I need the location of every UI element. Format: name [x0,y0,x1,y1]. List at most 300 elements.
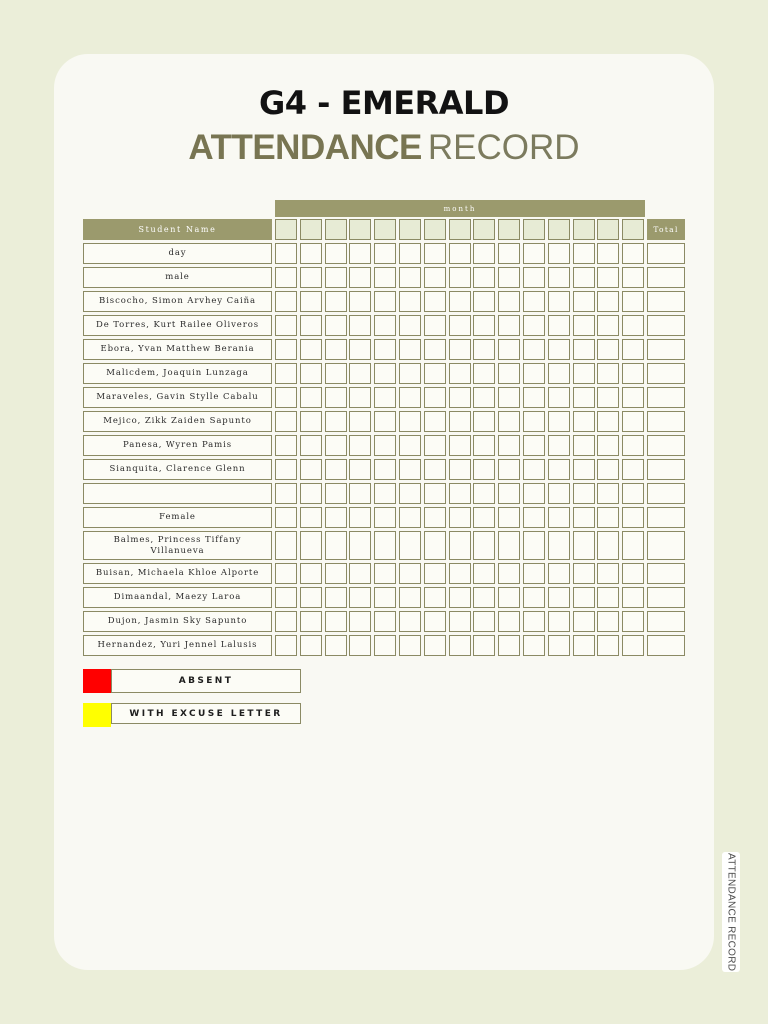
attendance-cell[interactable] [473,411,495,432]
attendance-cell[interactable] [548,363,570,384]
attendance-cell[interactable] [424,483,446,504]
attendance-cell[interactable] [523,635,545,656]
attendance-cell[interactable] [424,587,446,608]
attendance-cell[interactable] [622,363,644,384]
attendance-cell[interactable] [622,315,644,336]
attendance-cell[interactable] [374,611,396,632]
total-cell[interactable] [647,563,685,584]
attendance-cell[interactable] [597,563,619,584]
student-name-cell: Ebora, Yvan Matthew Berania [83,339,272,360]
attendance-cell[interactable] [374,243,396,264]
attendance-cell[interactable] [523,483,545,504]
attendance-cell[interactable] [300,459,322,480]
attendance-cell[interactable] [300,267,322,288]
attendance-cell[interactable] [300,563,322,584]
attendance-cell[interactable] [275,339,297,360]
student-name-cell: Biscocho, Simon Arvhey Caiña [83,291,272,312]
attendance-cell[interactable] [399,291,421,312]
attendance-cell[interactable] [325,411,347,432]
attendance-cell[interactable] [622,267,644,288]
attendance-cell[interactable] [300,315,322,336]
attendance-cell[interactable] [548,411,570,432]
attendance-cell[interactable] [424,363,446,384]
attendance-cell[interactable] [349,363,371,384]
student-name-cell [83,483,272,504]
attendance-cell[interactable] [498,387,520,408]
attendance-cell[interactable] [573,483,595,504]
attendance-cell[interactable] [449,483,471,504]
attendance-cell[interactable] [473,243,495,264]
attendance-cell[interactable] [498,611,520,632]
day-header-cell [498,219,520,240]
attendance-cell[interactable] [349,563,371,584]
attendance-cell[interactable] [325,507,347,528]
side-tab [722,852,740,972]
day-header-cell [622,219,644,240]
attendance-cell[interactable] [349,315,371,336]
attendance-cell[interactable] [548,507,570,528]
attendance-cell[interactable] [622,611,644,632]
attendance-cell[interactable] [275,243,297,264]
attendance-cell[interactable] [374,635,396,656]
attendance-cell[interactable] [498,635,520,656]
attendance-cell[interactable] [275,435,297,456]
attendance-cell[interactable] [300,411,322,432]
attendance-cell[interactable] [597,507,619,528]
attendance-cell[interactable] [573,507,595,528]
attendance-cell[interactable] [548,387,570,408]
attendance-cell[interactable] [523,387,545,408]
attendance-cell[interactable] [449,387,471,408]
attendance-cell[interactable] [473,267,495,288]
attendance-cell[interactable] [473,339,495,360]
attendance-cell[interactable] [399,363,421,384]
attendance-cell[interactable] [374,315,396,336]
attendance-cell[interactable] [573,267,595,288]
attendance-cell[interactable] [399,267,421,288]
attendance-cell[interactable] [325,635,347,656]
attendance-cell[interactable] [573,315,595,336]
attendance-cell[interactable] [498,315,520,336]
total-cell[interactable] [647,411,685,432]
attendance-cell[interactable] [498,291,520,312]
attendance-cell[interactable] [374,387,396,408]
attendance-cell[interactable] [597,483,619,504]
attendance-cell[interactable] [523,563,545,584]
attendance-cell[interactable] [548,243,570,264]
attendance-cell[interactable] [597,387,619,408]
attendance-cell[interactable] [573,243,595,264]
attendance-cell[interactable] [300,587,322,608]
total-cell[interactable] [647,315,685,336]
attendance-cell[interactable] [523,267,545,288]
student-name-cell: Dujon, Jasmin Sky Sapunto [83,611,272,632]
attendance-cell[interactable] [399,339,421,360]
attendance-cell[interactable] [424,635,446,656]
attendance-cell[interactable] [498,411,520,432]
attendance-cell[interactable] [622,459,644,480]
attendance-cell[interactable] [349,587,371,608]
attendance-cell[interactable] [399,243,421,264]
attendance-cell[interactable] [374,291,396,312]
attendance-cell[interactable] [374,507,396,528]
attendance-cell[interactable] [548,483,570,504]
attendance-cell[interactable] [573,411,595,432]
attendance-cell[interactable] [325,363,347,384]
attendance-cell[interactable] [449,315,471,336]
attendance-cell[interactable] [349,507,371,528]
subtitle-strong: ATTENDANCE [188,128,422,167]
attendance-cell[interactable] [449,339,471,360]
attendance-cell[interactable] [300,483,322,504]
attendance-cell[interactable] [374,483,396,504]
attendance-cell[interactable] [325,459,347,480]
attendance-cell[interactable] [349,611,371,632]
total-cell[interactable] [647,459,685,480]
attendance-cell[interactable] [449,459,471,480]
total-cell[interactable] [647,435,685,456]
total-cell[interactable] [647,483,685,504]
attendance-cell[interactable] [399,611,421,632]
attendance-cell[interactable] [399,531,421,560]
attendance-cell[interactable] [399,315,421,336]
attendance-cell[interactable] [573,435,595,456]
attendance-cell[interactable] [548,267,570,288]
total-cell[interactable] [647,363,685,384]
day-header-cell [374,219,396,240]
attendance-cell[interactable] [424,387,446,408]
attendance-cell[interactable] [523,435,545,456]
attendance-cell[interactable] [300,435,322,456]
attendance-cell[interactable] [399,411,421,432]
attendance-cell[interactable] [325,267,347,288]
subtitle-light: RECORD [427,128,580,167]
attendance-cell[interactable] [473,459,495,480]
attendance-cell[interactable] [473,363,495,384]
attendance-cell[interactable] [275,635,297,656]
attendance-cell[interactable] [424,563,446,584]
attendance-cell[interactable] [399,587,421,608]
attendance-cell[interactable] [399,507,421,528]
attendance-cell[interactable] [449,411,471,432]
attendance-cell[interactable] [424,435,446,456]
attendance-cell[interactable] [622,563,644,584]
total-cell[interactable] [647,267,685,288]
attendance-cell[interactable] [349,411,371,432]
attendance-cell[interactable] [548,291,570,312]
attendance-cell[interactable] [300,363,322,384]
attendance-cell[interactable] [523,363,545,384]
attendance-cell[interactable] [548,459,570,480]
attendance-cell[interactable] [498,587,520,608]
attendance-cell[interactable] [424,507,446,528]
attendance-cell[interactable] [349,387,371,408]
attendance-cell[interactable] [424,411,446,432]
attendance-cell[interactable] [597,339,619,360]
attendance-cell[interactable] [275,483,297,504]
attendance-cell[interactable] [523,507,545,528]
attendance-cell[interactable] [374,435,396,456]
attendance-cell[interactable] [597,611,619,632]
attendance-cell[interactable] [424,339,446,360]
day-header-cell [424,219,446,240]
attendance-cell[interactable] [523,587,545,608]
attendance-cell[interactable] [597,267,619,288]
attendance-cell[interactable] [349,267,371,288]
student-name-cell: Buisan, Michaela Khloe Alporte [83,563,272,584]
attendance-cell[interactable] [275,363,297,384]
attendance-cell[interactable] [498,267,520,288]
attendance-cell[interactable] [597,411,619,432]
attendance-cell[interactable] [473,291,495,312]
attendance-cell[interactable] [473,507,495,528]
attendance-cell[interactable] [325,611,347,632]
attendance-cell[interactable] [399,563,421,584]
attendance-cell[interactable] [473,315,495,336]
attendance-cell[interactable] [523,291,545,312]
attendance-cell[interactable] [597,243,619,264]
attendance-cell[interactable] [597,635,619,656]
day-header-cell [548,219,570,240]
attendance-cell[interactable] [300,611,322,632]
attendance-cell[interactable] [374,531,396,560]
attendance-cell[interactable] [399,635,421,656]
attendance-cell[interactable] [498,435,520,456]
attendance-cell[interactable] [349,635,371,656]
attendance-cell[interactable] [573,387,595,408]
attendance-cell[interactable] [597,459,619,480]
student-name-cell: Sianquita, Clarence Glenn [83,459,272,480]
attendance-cell[interactable] [399,459,421,480]
day-header-cell [523,219,545,240]
attendance-cell[interactable] [325,339,347,360]
attendance-cell[interactable] [473,435,495,456]
total-cell[interactable] [647,531,685,560]
attendance-cell[interactable] [523,315,545,336]
attendance-cell[interactable] [349,531,371,560]
day-header-cell [597,219,619,240]
attendance-cell[interactable] [573,459,595,480]
student-name-cell: Maraveles, Gavin Stylle Cabalu [83,387,272,408]
attendance-cell[interactable] [275,267,297,288]
attendance-cell[interactable] [473,387,495,408]
attendance-cell[interactable] [325,531,347,560]
attendance-cell[interactable] [449,267,471,288]
attendance-cell[interactable] [622,339,644,360]
attendance-cell[interactable] [275,563,297,584]
total-cell[interactable] [647,291,685,312]
total-cell[interactable] [647,635,685,656]
attendance-cell[interactable] [424,531,446,560]
attendance-cell[interactable] [498,483,520,504]
attendance-cell[interactable] [399,435,421,456]
attendance-cell[interactable] [349,483,371,504]
day-header-cell [349,219,371,240]
attendance-cell[interactable] [349,435,371,456]
attendance-cell[interactable] [622,635,644,656]
absent-swatch [83,669,111,693]
attendance-cell[interactable] [374,339,396,360]
attendance-cell[interactable] [325,387,347,408]
attendance-cell[interactable] [349,291,371,312]
attendance-cell[interactable] [548,563,570,584]
student-name-cell: day [83,243,272,264]
student-name-cell: Dimaandal, Maezy Laroa [83,587,272,608]
attendance-cell[interactable] [473,563,495,584]
attendance-cell[interactable] [349,459,371,480]
attendance-cell[interactable] [523,243,545,264]
attendance-cell[interactable] [573,563,595,584]
total-cell[interactable] [647,339,685,360]
attendance-cell[interactable] [597,315,619,336]
attendance-cell[interactable] [449,587,471,608]
attendance-cell[interactable] [473,611,495,632]
attendance-cell[interactable] [325,243,347,264]
attendance-cell[interactable] [325,563,347,584]
attendance-cell[interactable] [597,531,619,560]
attendance-cell[interactable] [573,611,595,632]
attendance-cell[interactable] [449,611,471,632]
total-header: Total [647,219,685,240]
attendance-cell[interactable] [275,315,297,336]
attendance-cell[interactable] [622,291,644,312]
attendance-cell[interactable] [548,339,570,360]
attendance-cell[interactable] [449,435,471,456]
attendance-cell[interactable] [374,267,396,288]
attendance-cell[interactable] [573,635,595,656]
attendance-cell[interactable] [622,507,644,528]
attendance-cell[interactable] [573,339,595,360]
attendance-cell[interactable] [399,387,421,408]
attendance-cell[interactable] [548,315,570,336]
attendance-cell[interactable] [498,339,520,360]
total-cell[interactable] [647,243,685,264]
attendance-cell[interactable] [449,507,471,528]
attendance-cell[interactable] [622,483,644,504]
attendance-cell[interactable] [548,635,570,656]
total-cell[interactable] [647,587,685,608]
attendance-cell[interactable] [275,611,297,632]
attendance-cell[interactable] [374,411,396,432]
attendance-cell[interactable] [374,587,396,608]
attendance-cell[interactable] [473,587,495,608]
attendance-cell[interactable] [349,243,371,264]
attendance-cell[interactable] [374,459,396,480]
attendance-cell[interactable] [300,243,322,264]
attendance-cell[interactable] [498,459,520,480]
attendance-cell[interactable] [300,507,322,528]
attendance-cell[interactable] [449,531,471,560]
attendance-cell[interactable] [275,411,297,432]
attendance-cell[interactable] [275,291,297,312]
attendance-cell[interactable] [275,507,297,528]
student-name-cell: Mejico, Zikk Zaiden Sapunto [83,411,272,432]
attendance-cell[interactable] [498,531,520,560]
attendance-cell[interactable] [622,435,644,456]
attendance-cell[interactable] [449,563,471,584]
total-cell[interactable] [647,507,685,528]
attendance-cell[interactable] [548,587,570,608]
attendance-cell[interactable] [449,291,471,312]
attendance-cell[interactable] [275,387,297,408]
month-header: month [275,200,645,217]
attendance-cell[interactable] [449,635,471,656]
total-cell[interactable] [647,611,685,632]
attendance-cell[interactable] [325,291,347,312]
attendance-cell[interactable] [275,587,297,608]
attendance-cell[interactable] [473,483,495,504]
student-name-cell: Female [83,507,272,528]
attendance-cell[interactable] [573,291,595,312]
attendance-cell[interactable] [325,483,347,504]
day-header-cell [300,219,322,240]
attendance-cell[interactable] [424,243,446,264]
attendance-cell[interactable] [622,243,644,264]
attendance-cell[interactable] [449,243,471,264]
attendance-cell[interactable] [300,531,322,560]
attendance-cell[interactable] [498,563,520,584]
attendance-cell[interactable] [622,587,644,608]
attendance-cell[interactable] [498,507,520,528]
attendance-cell[interactable] [374,563,396,584]
attendance-cell[interactable] [349,339,371,360]
attendance-cell[interactable] [622,531,644,560]
attendance-cell[interactable] [573,363,595,384]
attendance-cell[interactable] [374,363,396,384]
attendance-cell[interactable] [473,635,495,656]
total-cell[interactable] [647,387,685,408]
attendance-cell[interactable] [622,387,644,408]
attendance-cell[interactable] [300,291,322,312]
attendance-cell[interactable] [523,411,545,432]
side-tab-label: ATTENDANCE RECORD [725,852,737,972]
attendance-cell[interactable] [399,483,421,504]
attendance-cell[interactable] [597,363,619,384]
attendance-cell[interactable] [597,435,619,456]
day-header-cell [275,219,297,240]
attendance-cell[interactable] [548,531,570,560]
attendance-cell[interactable] [424,315,446,336]
attendance-cell[interactable] [498,363,520,384]
attendance-cell[interactable] [573,587,595,608]
attendance-cell[interactable] [300,635,322,656]
attendance-cell[interactable] [449,363,471,384]
attendance-cell[interactable] [424,291,446,312]
attendance-cell[interactable] [300,339,322,360]
attendance-cell[interactable] [597,587,619,608]
attendance-cell[interactable] [622,411,644,432]
attendance-cell[interactable] [275,531,297,560]
attendance-cell[interactable] [523,459,545,480]
attendance-cell[interactable] [548,435,570,456]
attendance-cell[interactable] [424,611,446,632]
attendance-cell[interactable] [473,531,495,560]
attendance-cell[interactable] [523,531,545,560]
attendance-cell[interactable] [325,435,347,456]
attendance-cell[interactable] [300,387,322,408]
attendance-cell[interactable] [325,315,347,336]
attendance-cell[interactable] [597,291,619,312]
attendance-cell[interactable] [275,459,297,480]
attendance-cell[interactable] [424,267,446,288]
attendance-cell[interactable] [523,611,545,632]
attendance-cell[interactable] [325,587,347,608]
attendance-cell[interactable] [523,339,545,360]
attendance-cell[interactable] [573,531,595,560]
attendance-cell[interactable] [498,243,520,264]
attendance-cell[interactable] [424,459,446,480]
attendance-cell[interactable] [548,611,570,632]
